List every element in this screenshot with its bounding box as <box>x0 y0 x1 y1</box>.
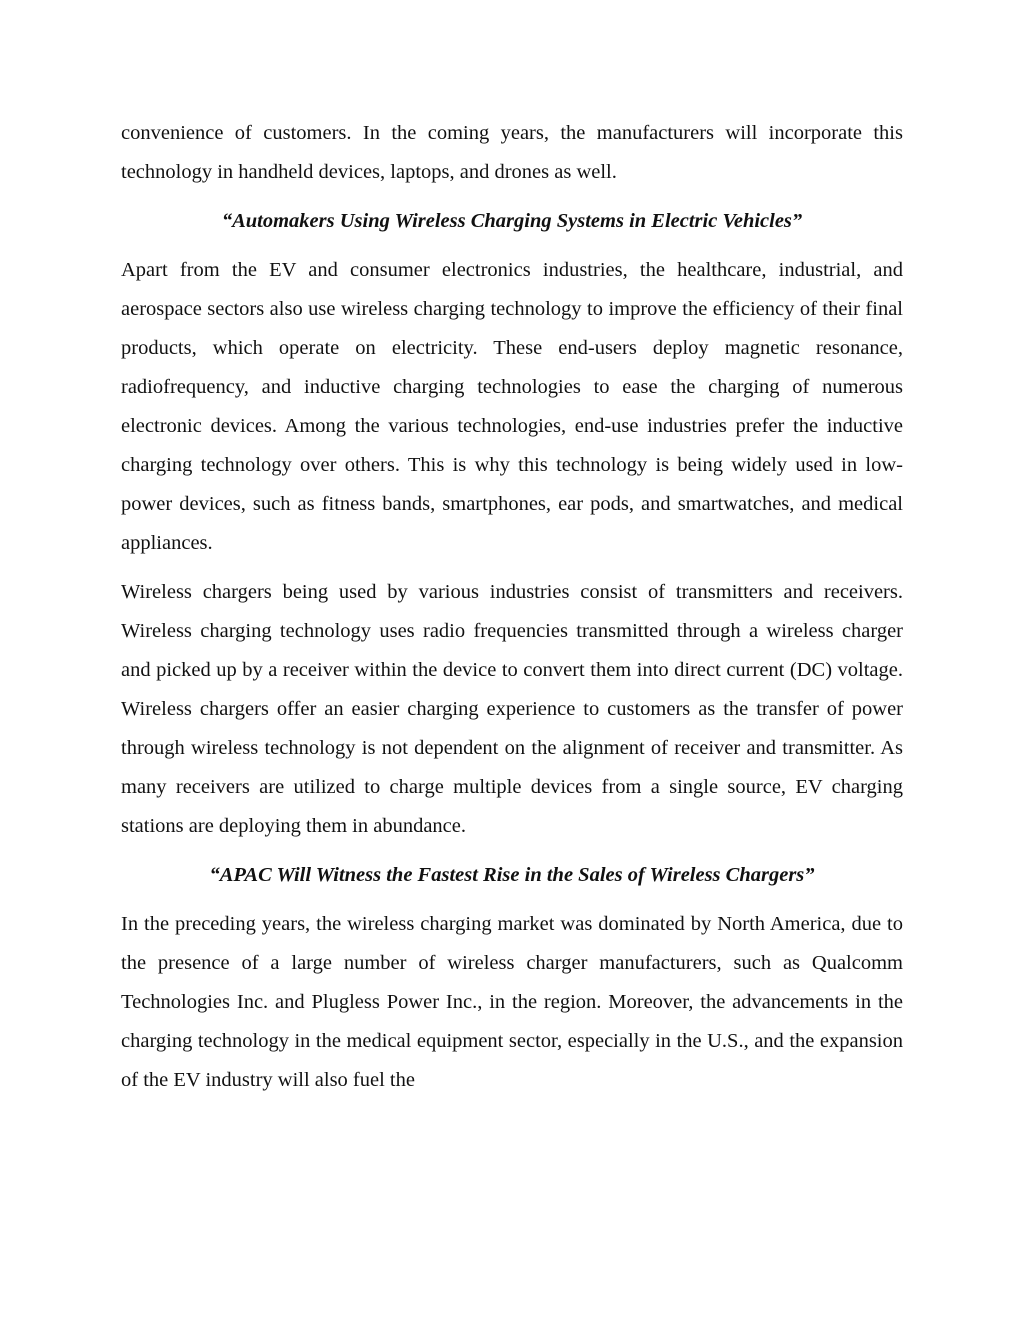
paragraph-industries: Apart from the EV and consumer electronics industries, the healthcare, industrial, and aerospace sectors also use wireless charging technology to improve the efficiency of their final products, which operate on electricity. These end-users deploy magnetic resonance, radiofrequency, and inductive charging technologies to ease the charging of numerous electronic devices. Among the various technologies, end-use industries prefer the inductive charging technology over others. This is why this technology is being widely used in low-power devices, such as fitness bands, smartphones, ear pods, and smartwatches, and medical appliances. <box>121 259 903 554</box>
paragraph-wireless-chargers: Wireless chargers being used by various industries consist of transmitters and receivers. Wireless charging technology uses radio frequencies transmitted through a wireless charger and picked up by a receiver within the device to convert them into direct current (DC) voltage. Wireless chargers offer an easier charging experience to customers as the transfer of power through wireless technology is not dependent on the alignment of receiver and transmitter. As many receivers are utilized to charge multiple devices from a single source, EV charging stations are deploying them in abundance. <box>121 581 903 837</box>
section-heading-apac: “APAC Will Witness the Fastest Rise in the Sales of Wireless Chargers” <box>209 864 815 886</box>
section-heading-automakers: “Automakers Using Wireless Charging Systems in Electric Vehicles” <box>221 210 803 232</box>
paragraph-intro-continuation: convenience of customers. In the coming years, the manufacturers will incorporate this technology in handheld devices, laptops, and drones as well. <box>121 122 903 183</box>
document-page <box>121 114 903 1110</box>
paragraph-north-america: In the preceding years, the wireless charging market was dominated by North America, due to the presence of a large number of wireless charger manufacturers, such as Qualcomm Technologies Inc. and Plugless Power Inc., in the region. Moreover, the advancements in the charging technology in the medical equipment sector, especially in the U.S., and the expansion of the EV industry will also fuel the <box>121 913 903 1091</box>
